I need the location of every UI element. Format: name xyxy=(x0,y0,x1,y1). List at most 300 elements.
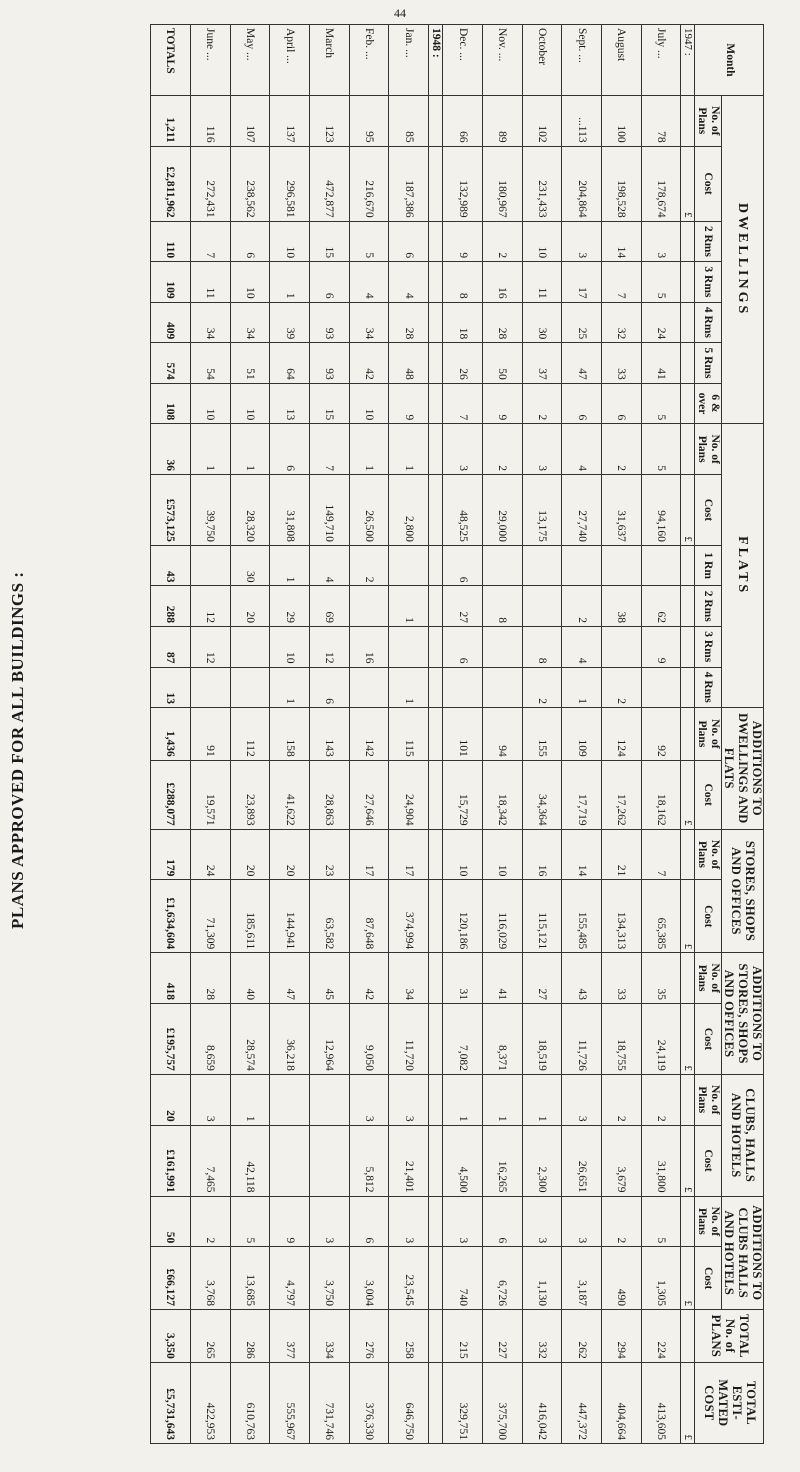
table-cell: 19,571 xyxy=(190,760,230,829)
table-cell: 9 xyxy=(641,626,681,667)
month-cell: Nov. ... xyxy=(482,25,522,96)
table-cell: 13 xyxy=(270,383,310,424)
unit-mark: £ xyxy=(681,1362,695,1443)
table-cell: 215 xyxy=(443,1310,483,1363)
table-cell: 6,726 xyxy=(482,1247,522,1310)
table-cell: 3 xyxy=(641,221,681,262)
table-cell: 27,740 xyxy=(562,474,602,545)
table-cell: 24,119 xyxy=(641,1003,681,1074)
table-cell: ...113 xyxy=(562,95,602,146)
table-cell: 27 xyxy=(443,586,483,627)
table-cell: 2 xyxy=(562,586,602,627)
table-cell: 7 xyxy=(310,424,350,475)
table-cell: 27,646 xyxy=(349,760,389,829)
flats-plans-header: No. of Plans xyxy=(695,424,721,475)
table-cell: 48,525 xyxy=(443,474,483,545)
table-cell: 10 xyxy=(270,626,310,667)
table-cell: 16 xyxy=(349,626,389,667)
table-cell: 375,700 xyxy=(482,1362,522,1443)
table-cell: 102 xyxy=(522,95,562,146)
table-cell: 413,605 xyxy=(641,1362,681,1443)
table-cell: 4 xyxy=(310,545,350,586)
table-row xyxy=(349,25,389,1444)
table-cell: 39,750 xyxy=(190,474,230,545)
clubs-cost-header: Cost xyxy=(695,1125,721,1196)
table-cell: 374,994 xyxy=(389,880,429,953)
table-cell: 41,622 xyxy=(270,760,310,829)
flats-3rms-header: 3 Rms xyxy=(695,626,721,667)
table-cell: 34 xyxy=(389,953,429,1004)
table-row xyxy=(482,25,522,1444)
table-cell: 9 xyxy=(443,221,483,262)
table-cell: 10 xyxy=(190,383,230,424)
table-cell: 9,050 xyxy=(349,1003,389,1074)
table-cell: 17 xyxy=(349,829,389,880)
unit-mark: £ xyxy=(681,880,695,953)
table-cell: 116,029 xyxy=(482,880,522,953)
table-cell: 1 xyxy=(562,667,602,708)
table-cell: 198,528 xyxy=(602,146,642,221)
table-body xyxy=(151,25,695,1444)
table-cell: 115,121 xyxy=(522,880,562,953)
table-cell: 21 xyxy=(602,829,642,880)
dwellings-header: DWELLINGS xyxy=(721,95,763,423)
table-cell: 294 xyxy=(602,1310,642,1363)
table-cell: 3,679 xyxy=(602,1125,642,1196)
table-cell: 15 xyxy=(310,383,350,424)
table-cell: 14 xyxy=(562,829,602,880)
additions-stores-cost-header: Cost xyxy=(695,1003,721,1074)
table-cell: £195,757 xyxy=(151,1003,191,1074)
table-cell: 4 xyxy=(389,262,429,303)
table-cell: 4 xyxy=(562,424,602,475)
unit-mark: £ xyxy=(681,474,695,545)
table-cell: 472,877 xyxy=(310,146,350,221)
table-cell: 2 xyxy=(602,1074,642,1125)
table-cell: 490 xyxy=(602,1247,642,1310)
table-cell: 6 xyxy=(562,383,602,424)
table-cell: 78 xyxy=(641,95,681,146)
table-cell xyxy=(443,667,483,708)
table-cell: 2 xyxy=(602,667,642,708)
table-cell: 142 xyxy=(349,708,389,761)
table-cell: 28 xyxy=(190,953,230,1004)
table-cell: 26,651 xyxy=(562,1125,602,1196)
table-cell: 11 xyxy=(190,262,230,303)
table-cell: 238,562 xyxy=(230,146,270,221)
table-cell: 132,989 xyxy=(443,146,483,221)
table-cell: 87 xyxy=(151,626,191,667)
table-cell: 3 xyxy=(522,1196,562,1247)
table-cell xyxy=(641,667,681,708)
table-cell: 5 xyxy=(641,1196,681,1247)
table-cell: 7 xyxy=(443,383,483,424)
table-cell: 24 xyxy=(190,829,230,880)
table-cell: 272,431 xyxy=(190,146,230,221)
table-cell xyxy=(190,667,230,708)
dwellings-6rms-header: 6 & over xyxy=(695,383,721,424)
table-cell: 48 xyxy=(389,343,429,384)
table-cell: 11,720 xyxy=(389,1003,429,1074)
table-cell: 35 xyxy=(641,953,681,1004)
table-cell: 62 xyxy=(641,586,681,627)
table-cell: 1 xyxy=(522,1074,562,1125)
table-cell: 276 xyxy=(349,1310,389,1363)
table-cell: 6 xyxy=(310,667,350,708)
table-cell: 24,904 xyxy=(389,760,429,829)
table-cell: £161,991 xyxy=(151,1125,191,1196)
table-cell: 18,519 xyxy=(522,1003,562,1074)
table-cell: 8 xyxy=(443,262,483,303)
table-cell: 18,342 xyxy=(482,760,522,829)
stores-plans-header: No. of Plans xyxy=(695,829,721,880)
table-cell: 1 xyxy=(389,667,429,708)
table-cell: 11 xyxy=(522,262,562,303)
total-cost-header: TOTAL ESTI- MATED COST xyxy=(695,1362,764,1443)
table-cell: 20 xyxy=(230,829,270,880)
month-cell: Dec. ... xyxy=(443,25,483,96)
table-cell: 34,364 xyxy=(522,760,562,829)
table-cell: 23,545 xyxy=(389,1247,429,1310)
table-cell: 2 xyxy=(522,667,562,708)
table-cell: 185,611 xyxy=(230,880,270,953)
table-cell xyxy=(190,545,230,586)
flats-1rm-header: 1 Rm xyxy=(695,545,721,586)
table-cell: 71,309 xyxy=(190,880,230,953)
table-row xyxy=(230,25,270,1444)
table-cell: 4 xyxy=(349,262,389,303)
table-cell: 89 xyxy=(482,95,522,146)
month-cell: August xyxy=(602,25,642,96)
table-cell: 7,082 xyxy=(443,1003,483,1074)
month-cell: June ... xyxy=(190,25,230,96)
table-cell: 334 xyxy=(310,1310,350,1363)
month-header: Month xyxy=(695,25,764,96)
table-cell: 574 xyxy=(151,343,191,384)
unit-mark: £ xyxy=(681,1125,695,1196)
table-cell: 13 xyxy=(151,667,191,708)
table-cell: 262 xyxy=(562,1310,602,1363)
page-title: PLANS APPROVED FOR ALL BUILDINGS : xyxy=(8,571,27,929)
table-cell: 123 xyxy=(310,95,350,146)
rotated-table-frame xyxy=(150,24,764,1444)
table-cell: 26,500 xyxy=(349,474,389,545)
table-cell: 37 xyxy=(522,343,562,384)
table-cell: 32 xyxy=(602,302,642,343)
month-cell: April ... xyxy=(270,25,310,96)
table-cell: 36,218 xyxy=(270,1003,310,1074)
table-cell: 36 xyxy=(151,424,191,475)
additions-stores-plans-header: No. of Plans xyxy=(695,953,721,1004)
table-cell: 3 xyxy=(389,1196,429,1247)
table-cell xyxy=(230,626,270,667)
table-cell: 377 xyxy=(270,1310,310,1363)
table-cell: 3 xyxy=(190,1074,230,1125)
totals-label: TOTALS xyxy=(151,25,191,96)
table-cell: 144,941 xyxy=(270,880,310,953)
table-cell: 17,719 xyxy=(562,760,602,829)
table-cell: 422,953 xyxy=(190,1362,230,1443)
table-cell: 14 xyxy=(602,221,642,262)
table-cell: 7 xyxy=(190,221,230,262)
table-cell: 28 xyxy=(389,302,429,343)
stores-header: STORES, SHOPS AND OFFICES xyxy=(721,829,763,953)
table-cell: 42 xyxy=(349,343,389,384)
table-cell: 3 xyxy=(562,221,602,262)
table-cell xyxy=(270,1125,310,1196)
table-cell: 1 xyxy=(270,545,310,586)
table-cell: 120,186 xyxy=(443,880,483,953)
table-cell: 1 xyxy=(190,424,230,475)
table-cell: 30 xyxy=(522,302,562,343)
table-cell: 3 xyxy=(562,1074,602,1125)
table-cell: 108 xyxy=(151,383,191,424)
table-cell xyxy=(522,586,562,627)
table-cell xyxy=(482,626,522,667)
clubs-plans-header: No. of Plans xyxy=(695,1074,721,1125)
table-cell: 7 xyxy=(641,829,681,880)
table-cell: 8 xyxy=(482,586,522,627)
table-cell: 187,386 xyxy=(389,146,429,221)
table-row xyxy=(641,25,681,1444)
table-cell: 65,385 xyxy=(641,880,681,953)
year-1947-label: 1947 : xyxy=(681,25,695,96)
table-cell: 9 xyxy=(389,383,429,424)
table-cell xyxy=(270,1074,310,1125)
table-cell: 3 xyxy=(443,424,483,475)
table-cell: 18 xyxy=(443,302,483,343)
additions-clubs-plans-header: No. of Plans xyxy=(695,1196,721,1247)
table-cell: 5 xyxy=(641,424,681,475)
table-cell: 63,582 xyxy=(310,880,350,953)
table-cell: 6 xyxy=(602,383,642,424)
table-cell: 224 xyxy=(641,1310,681,1363)
table-cell: 7,465 xyxy=(190,1125,230,1196)
table-cell: 110 xyxy=(151,221,191,262)
table-cell: 10 xyxy=(270,221,310,262)
table-cell: 404,664 xyxy=(602,1362,642,1443)
table-cell: 4,500 xyxy=(443,1125,483,1196)
table-cell: 12 xyxy=(310,626,350,667)
table-cell: 416,042 xyxy=(522,1362,562,1443)
table-cell: 42 xyxy=(349,953,389,1004)
table-cell xyxy=(349,586,389,627)
plans-table xyxy=(150,24,764,1444)
table-cell: 10 xyxy=(522,221,562,262)
table-cell: 1 xyxy=(482,1074,522,1125)
table-cell: 9 xyxy=(270,1196,310,1247)
table-cell: 3 xyxy=(522,424,562,475)
flats-cost-header: Cost xyxy=(695,474,721,545)
table-cell: 2 xyxy=(349,545,389,586)
dwellings-2rms-header: 2 Rms xyxy=(695,221,721,262)
table-cell xyxy=(230,667,270,708)
table-cell: 17 xyxy=(562,262,602,303)
table-cell: 6 xyxy=(389,221,429,262)
table-cell: 107 xyxy=(230,95,270,146)
table-cell: 26 xyxy=(443,343,483,384)
table-cell: 24 xyxy=(641,302,681,343)
table-row xyxy=(443,25,483,1444)
table-cell: 329,751 xyxy=(443,1362,483,1443)
table-cell: 418 xyxy=(151,953,191,1004)
table-cell: 51 xyxy=(230,343,270,384)
table-cell: 12 xyxy=(190,626,230,667)
table-cell: 3 xyxy=(443,1196,483,1247)
table-cell: 69 xyxy=(310,586,350,627)
table-cell: 1 xyxy=(349,424,389,475)
table-cell: 2 xyxy=(482,424,522,475)
table-cell: 1 xyxy=(389,586,429,627)
table-cell: 4,797 xyxy=(270,1247,310,1310)
table-cell: 149,710 xyxy=(310,474,350,545)
table-cell: 10 xyxy=(230,383,270,424)
table-cell xyxy=(562,545,602,586)
table-cell: 3 xyxy=(349,1074,389,1125)
table-cell: 13,685 xyxy=(230,1247,270,1310)
table-cell: 376,330 xyxy=(349,1362,389,1443)
totals-row xyxy=(151,25,191,1444)
table-cell: 8 xyxy=(522,626,562,667)
table-cell: 94 xyxy=(482,708,522,761)
table-cell: 286 xyxy=(230,1310,270,1363)
table-cell: 1 xyxy=(230,424,270,475)
table-cell: 7 xyxy=(602,262,642,303)
table-cell: 28,574 xyxy=(230,1003,270,1074)
table-cell: 6 xyxy=(230,221,270,262)
year-1948-label: 1948 : xyxy=(429,25,443,96)
table-cell: 1,130 xyxy=(522,1247,562,1310)
table-cell: 646,750 xyxy=(389,1362,429,1443)
table-cell: 109 xyxy=(151,262,191,303)
table-cell xyxy=(522,545,562,586)
table-cell: 610,763 xyxy=(230,1362,270,1443)
month-cell: May ... xyxy=(230,25,270,96)
table-cell: 31,808 xyxy=(270,474,310,545)
table-cell: 12 xyxy=(190,586,230,627)
table-cell xyxy=(482,545,522,586)
table-cell: 17 xyxy=(389,829,429,880)
table-cell: 180,967 xyxy=(482,146,522,221)
table-cell: 143 xyxy=(310,708,350,761)
table-cell: 6 xyxy=(482,1196,522,1247)
table-cell: 87,648 xyxy=(349,880,389,953)
table-cell: 731,746 xyxy=(310,1362,350,1443)
table-cell: 1 xyxy=(270,667,310,708)
table-cell: 45 xyxy=(310,953,350,1004)
unit-mark: £ xyxy=(681,146,695,221)
table-cell: £2,811,962 xyxy=(151,146,191,221)
table-cell: 13,175 xyxy=(522,474,562,545)
table-cell: 16,265 xyxy=(482,1125,522,1196)
table-cell: 20 xyxy=(270,829,310,880)
month-cell: July ... xyxy=(641,25,681,96)
table-cell xyxy=(389,626,429,667)
table-cell: 112 xyxy=(230,708,270,761)
table-cell: 6 xyxy=(443,626,483,667)
table-cell: 23 xyxy=(310,829,350,880)
table-cell: 54 xyxy=(190,343,230,384)
table-cell: 16 xyxy=(482,262,522,303)
month-cell: Jan. ... xyxy=(389,25,429,96)
table-row xyxy=(190,25,230,1444)
dwellings-cost-header: Cost xyxy=(695,146,721,221)
table-cell: 41 xyxy=(641,343,681,384)
table-cell: 3 xyxy=(562,1196,602,1247)
unit-mark: £ xyxy=(681,1247,695,1310)
table-cell: 50 xyxy=(482,343,522,384)
table-cell xyxy=(389,545,429,586)
table-cell: 25 xyxy=(562,302,602,343)
table-cell: 124 xyxy=(602,708,642,761)
table-cell: £1,634,604 xyxy=(151,880,191,953)
clubs-header: CLUBS, HALLS AND HOTELS xyxy=(721,1074,763,1196)
table-cell: 5 xyxy=(230,1196,270,1247)
table-cell: 64 xyxy=(270,343,310,384)
table-cell: 31,800 xyxy=(641,1125,681,1196)
table-cell: 16 xyxy=(522,829,562,880)
dwellings-4rms-header: 4 Rms xyxy=(695,302,721,343)
table-cell: 2 xyxy=(482,221,522,262)
table-cell: 29,000 xyxy=(482,474,522,545)
table-cell: 33 xyxy=(602,953,642,1004)
additions-dwellings-header: ADDITIONS TO DWELLINGS AND FLATS xyxy=(721,708,763,830)
table-cell: 265 xyxy=(190,1310,230,1363)
table-cell: 2,300 xyxy=(522,1125,562,1196)
table-cell: 204,864 xyxy=(562,146,602,221)
table-cell: 8,371 xyxy=(482,1003,522,1074)
table-cell: 94,160 xyxy=(641,474,681,545)
page-number: 44 xyxy=(394,6,406,20)
table-cell: 20 xyxy=(151,1074,191,1125)
table-cell: 1 xyxy=(230,1074,270,1125)
table-cell: 2 xyxy=(190,1196,230,1247)
table-cell: 116 xyxy=(190,95,230,146)
table-cell: 17,262 xyxy=(602,760,642,829)
table-cell: 15 xyxy=(310,221,350,262)
table-cell: 47 xyxy=(562,343,602,384)
table-cell: 555,967 xyxy=(270,1362,310,1443)
table-cell: 3,350 xyxy=(151,1310,191,1363)
table-cell: 231,433 xyxy=(522,146,562,221)
table-cell: 40 xyxy=(230,953,270,1004)
table-cell: 50 xyxy=(151,1196,191,1247)
table-cell: 6 xyxy=(310,262,350,303)
table-cell xyxy=(349,667,389,708)
table-cell: 31,637 xyxy=(602,474,642,545)
table-cell: 66 xyxy=(443,95,483,146)
table-cell: 34 xyxy=(190,302,230,343)
dwellings-plans-header: No. of Plans xyxy=(695,95,721,146)
dwellings-5rms-header: 5 Rms xyxy=(695,343,721,384)
table-cell: 296,581 xyxy=(270,146,310,221)
table-cell: 85 xyxy=(389,95,429,146)
table-cell: 258 xyxy=(389,1310,429,1363)
table-cell: 28 xyxy=(482,302,522,343)
table-cell: 93 xyxy=(310,302,350,343)
table-cell: 1,211 xyxy=(151,95,191,146)
table-cell: 28,863 xyxy=(310,760,350,829)
table-cell: 15,729 xyxy=(443,760,483,829)
table-cell: 3,187 xyxy=(562,1247,602,1310)
table-cell: 5 xyxy=(641,383,681,424)
year-row xyxy=(429,25,443,1444)
table-cell: 1 xyxy=(443,1074,483,1125)
table-cell: 10 xyxy=(443,829,483,880)
table-cell: 137 xyxy=(270,95,310,146)
additions-clubs-cost-header: Cost xyxy=(695,1247,721,1310)
table-cell: 5,812 xyxy=(349,1125,389,1196)
